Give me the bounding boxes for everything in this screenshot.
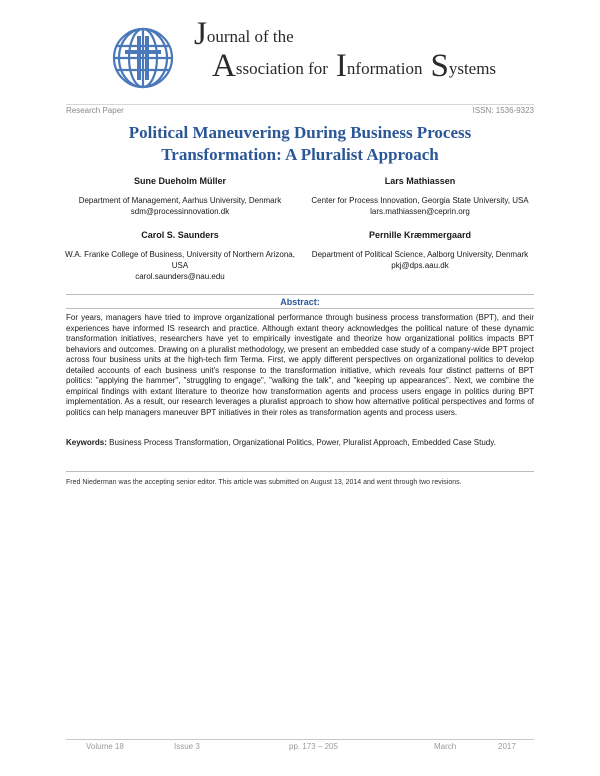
journal-name-line-2: Association for Information Systems — [212, 48, 497, 84]
footer-year: 2017 — [498, 742, 516, 751]
footer-pages: pp. 173 – 205 — [289, 742, 338, 751]
author-block — [60, 175, 300, 217]
author-email: lars.mathiassen@ceprin.org — [370, 207, 470, 216]
keywords-label: Keywords: — [66, 438, 107, 447]
author-block — [300, 229, 540, 271]
abstract-top-rule — [66, 294, 534, 295]
author-block — [60, 229, 300, 282]
author-email: pkj@dps.aau.dk — [391, 261, 449, 270]
title-line: Political Maneuvering During Business Process — [128, 123, 472, 142]
footer-rule — [66, 739, 534, 740]
abstract-heading: Abstract: — [280, 297, 320, 307]
author-email: carol.saunders@nau.edu — [135, 272, 225, 281]
title-line: Transformation: A Pluralist Approach — [161, 145, 439, 164]
author-name: Pernille Kræmmergaard — [368, 230, 472, 240]
abstract-bottom-rule — [66, 471, 534, 472]
abstract-heading-rule — [66, 308, 534, 309]
paper-type: Research Paper — [66, 106, 124, 115]
footer-issue: Issue 3 — [174, 742, 200, 751]
author-affiliation: W.A. Franke College of Business, University of Northern Arizona, USA — [65, 250, 295, 270]
author-name: Sune Dueholm Müller — [133, 176, 226, 186]
author-name: Lars Mathiassen — [384, 176, 456, 186]
paper-title — [66, 122, 534, 166]
editor-note: Fred Niederman was the accepting senior editor. This article was submitted on August 13, 2014 and went through two revisions. — [66, 479, 462, 486]
issn: ISSN: 1536-9323 — [472, 106, 534, 115]
author-affiliation: Department of Management, Aarhus University, Denmark — [78, 196, 282, 205]
keywords — [66, 438, 534, 449]
abstract-text: For years, managers have tried to improve organizational performance through business process transformation (BPT), and their experiences have informed IS research and practice. Although extant theory acknowledges the political nature of these dynamic transformation initiatives, researchers have yet to empirically investigate and theorize how organizational politics impacts BPT behaviors and outcomes. Drawing on a pluralist methodology, we present an embedded case study of a company-wide BPT project across four business units at the high-tech firm Terma. First, we apply different perspectives on organizational politics to develop detailed accounts of each business unit's response to the transformation initiative, which reveals four distinct patterns of BPT politics: "applying the hammer", "struggling to engage", "walking the talk", and "keeping up appearances". Next, we combine the empirical findings with extant literature to theorize how transformation agents and process users engage in politics during BPT implementation. As a result, our research leverages a pluralist approach to show how alternative political perspectives and forms of politics can help managers maneuver BPT initiatives in their roles as transformation agents and process users. — [66, 313, 534, 417]
keywords-text: Business Process Transformation, Organizational Politics, Power, Pluralist Approach, Embedded Case Study. — [109, 438, 496, 447]
footer-volume: Volume 18 — [86, 742, 124, 751]
author-affiliation: Department of Political Science, Aalborg University, Denmark — [311, 250, 529, 259]
globe-icon — [111, 26, 175, 90]
footer-month: March — [434, 742, 457, 751]
author-affiliation: Center for Process Innovation, Georgia State University, USA — [311, 196, 529, 205]
journal-name-line-1: Journal of the — [194, 16, 294, 52]
header-rule — [66, 104, 534, 105]
author-block — [300, 175, 540, 217]
author-name: Carol S. Saunders — [141, 230, 219, 240]
author-email: sdm@processinnovation.dk — [130, 207, 230, 216]
